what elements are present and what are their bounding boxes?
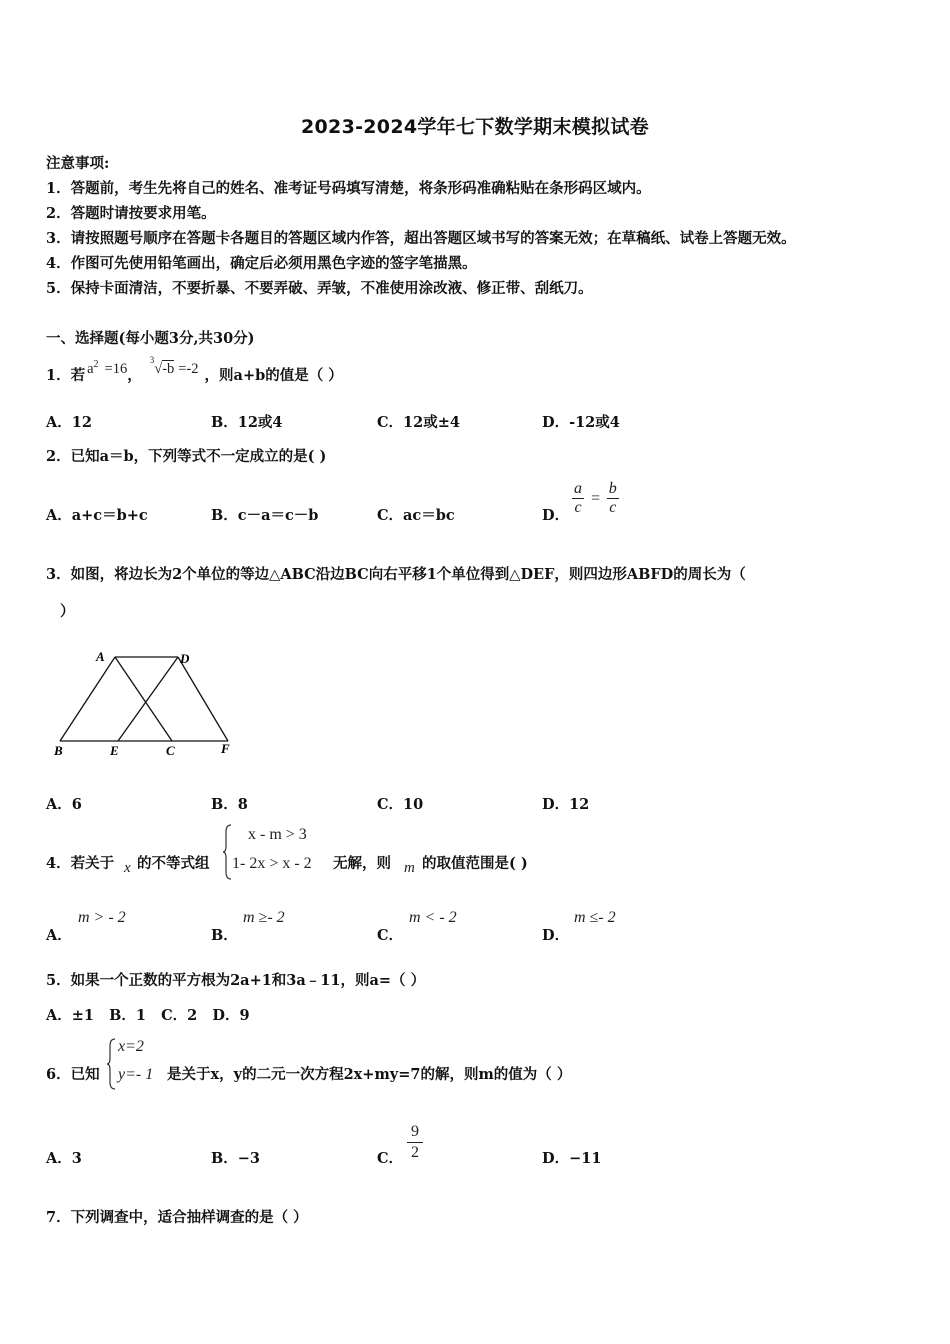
q6-prefix: 6．已知 bbox=[46, 1066, 100, 1083]
label-b: B bbox=[54, 743, 63, 758]
note-item-3: 3．请按照题号顺序在答题卡各题目的答题区域内作答，超出答题区域书写的答案无效；在草稿纸、试卷上答题无效。 bbox=[46, 230, 796, 247]
q4-option-b[interactable]: B． bbox=[211, 927, 238, 944]
note-item-4: 4．作图可先使用铅笔画出，确定后必须用黑色字迹的签字笔描黑。 bbox=[46, 255, 477, 272]
q1-option-d[interactable]: D．-12或4 bbox=[542, 414, 620, 431]
q6-option-d[interactable]: D．−11 bbox=[542, 1150, 602, 1167]
q4-option-d-expr: m ≤- 2 bbox=[574, 909, 616, 926]
q6-option-a[interactable]: A．3 bbox=[46, 1150, 82, 1167]
q3-figure bbox=[48, 645, 248, 760]
question-2: 2．已知a＝b，下列等式不一定成立的是( ) bbox=[46, 448, 327, 465]
q1-equation-1 bbox=[87, 361, 127, 377]
segment-de bbox=[118, 657, 178, 741]
q2-d-den1: c bbox=[574, 499, 582, 516]
label-c: C bbox=[166, 743, 175, 758]
q2-d-num1: a bbox=[574, 480, 582, 497]
q4-option-b-expr: m ≥- 2 bbox=[243, 909, 285, 926]
segment-df bbox=[178, 657, 228, 741]
radical-sign-icon: √ bbox=[154, 361, 163, 377]
note-item-5: 5．保持卡面清洁，不要折暴、不要弄破、弄皱，不准使用涂改液、修正带、刮纸刀。 bbox=[46, 280, 593, 297]
q4-option-c[interactable]: C． bbox=[377, 927, 404, 944]
q6-option-c[interactable]: C． bbox=[377, 1150, 404, 1167]
segment-ab bbox=[60, 657, 115, 741]
q2-d-eq: = bbox=[590, 489, 601, 507]
q3-option-a[interactable]: A．6 bbox=[46, 796, 82, 813]
q6-option-b[interactable]: B．−3 bbox=[211, 1150, 260, 1167]
label-f: F bbox=[221, 741, 230, 756]
label-e: E bbox=[110, 743, 119, 758]
q4-system-line-1: x - m > 3 bbox=[248, 826, 307, 843]
q4-option-a[interactable]: A． bbox=[46, 927, 72, 944]
q1-eq1-base: a bbox=[87, 361, 94, 377]
q3-option-b[interactable]: B．8 bbox=[211, 796, 248, 813]
q4-option-d[interactable]: D． bbox=[542, 927, 570, 944]
q6-option-c-fraction bbox=[407, 1122, 423, 1163]
q1-option-a[interactable]: A．12 bbox=[46, 414, 92, 431]
q1-root-radicand: -b bbox=[162, 361, 175, 377]
q2-option-d[interactable]: D． bbox=[542, 507, 570, 524]
q1-root-index: 3 bbox=[149, 355, 155, 366]
label-a: A bbox=[96, 649, 105, 664]
q1-eq1-rest: =16 bbox=[104, 361, 128, 377]
q2-option-a[interactable]: A．a+c＝b+c bbox=[46, 507, 148, 524]
q3-option-d[interactable]: D．12 bbox=[542, 796, 590, 813]
q1-prefix: 1．若 bbox=[46, 367, 86, 384]
q4-option-c-expr: m < - 2 bbox=[409, 909, 457, 926]
q1-root-rest: =-2 bbox=[178, 361, 199, 377]
q4-after: 无解，则 bbox=[333, 855, 391, 872]
question-3-line-2: ） bbox=[60, 603, 75, 620]
q6-c-den: 2 bbox=[411, 1144, 419, 1161]
q4-var-m: m bbox=[404, 860, 415, 876]
q6-c-num: 9 bbox=[407, 1122, 423, 1143]
q4-mid: 的不等式组 bbox=[137, 855, 210, 872]
q1-option-b[interactable]: B．12或4 bbox=[211, 414, 283, 431]
question-1 bbox=[46, 355, 343, 385]
q2-d-num2: b bbox=[608, 480, 617, 497]
q6-system-line-2: y=- 1 bbox=[118, 1066, 154, 1083]
q4-prefix: 4．若关于 bbox=[46, 855, 115, 872]
q2-d-den2: c bbox=[609, 499, 617, 516]
q1-suffix: ，则a+b的值是（ ） bbox=[204, 367, 343, 384]
q4-suffix: 的取值范围是( ) bbox=[422, 855, 528, 872]
q4-var-x: x bbox=[124, 860, 131, 876]
q3-option-c[interactable]: C．10 bbox=[377, 796, 424, 813]
q2-d-fraction-expression bbox=[572, 480, 619, 517]
segment-ac bbox=[115, 657, 172, 741]
q6-system-line-1: x=2 bbox=[118, 1038, 144, 1055]
q4-system-line-2: 1- 2x > x - 2 bbox=[232, 855, 312, 872]
notes-heading: 注意事项: bbox=[46, 155, 110, 172]
question-3-line-1: 3．如图，将边长为2个单位的等边△ABC沿边BC向右平移1个单位得到△DEF，则四边形ABFD的周长为（ bbox=[46, 566, 746, 583]
q6-system-brace-icon bbox=[106, 1038, 116, 1090]
question-7: 7．下列调查中，适合抽样调查的是（ ） bbox=[46, 1209, 308, 1226]
note-item-2: 2．答题时请按要求用笔。 bbox=[46, 205, 216, 222]
page-title: 2023-2024学年七下数学期末模拟试卷 bbox=[301, 116, 649, 138]
q4-option-a-expr: m > - 2 bbox=[78, 909, 126, 926]
q5-options[interactable]: A．±1 B．1 C．2 D．9 bbox=[46, 1007, 250, 1024]
q4-system-brace-icon bbox=[222, 824, 232, 880]
q1-equation-2 bbox=[149, 355, 199, 377]
question-5: 5．如果一个正数的平方根为2a+1和3a﹣11，则a=（ ） bbox=[46, 972, 426, 989]
q1-option-c[interactable]: C．12或±4 bbox=[377, 414, 460, 431]
label-d: D bbox=[180, 651, 190, 666]
q2-option-b[interactable]: B．c－a＝c－b bbox=[211, 507, 319, 524]
q1-comma: ， bbox=[127, 367, 142, 384]
section-heading: 一、选择题(每小题3分,共30分) bbox=[46, 330, 255, 347]
note-item-1: 1．答题前，考生先将自己的姓名、准考证号码填写清楚，将条形码准确粘贴在条形码区域内。 bbox=[46, 180, 651, 197]
q2-option-c[interactable]: C．ac＝bc bbox=[377, 507, 455, 524]
q1-eq1-exp: 2 bbox=[93, 359, 99, 371]
q6-suffix: 是关于x，y的二元一次方程2x+my=7的解，则m的值为（ ） bbox=[167, 1066, 572, 1083]
